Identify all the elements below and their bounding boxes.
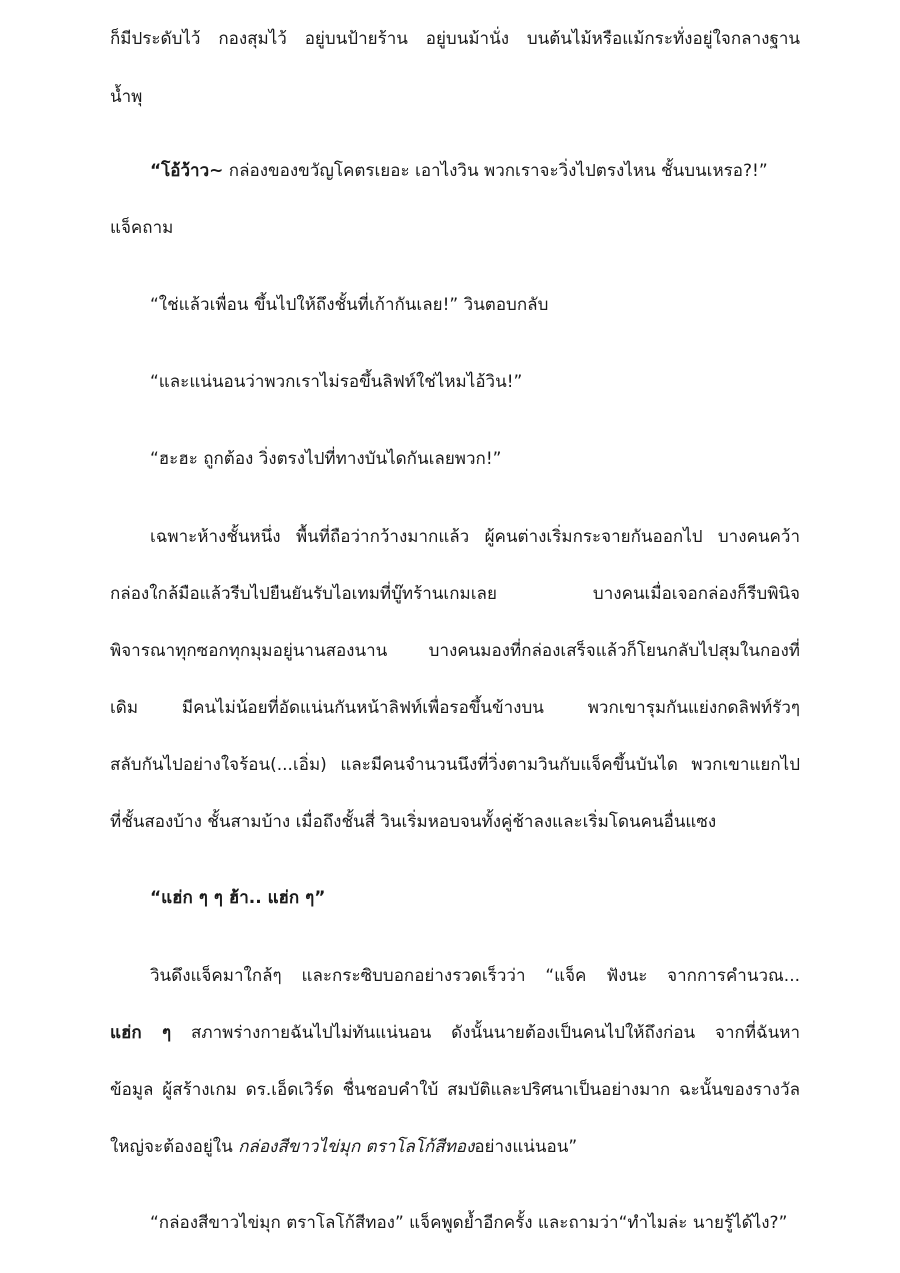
dialogue-text: กล่องของขวัญโคตรเยอะ เอาไงวิน พวกเราจะวิ่งไปตรงไหน ชั้นบนเหรอ?!” (223, 161, 768, 181)
dialogue-line: “ใช่แล้วเพื่อน ขึ้นไปให้ถึงชั้นที่เก้ากันเลย!” วินตอบกลับ (150, 295, 549, 315)
body-text-line (110, 1020, 800, 1046)
body-text: สภาพร่างกายฉันไปไม่ทันแน่นอน ดังนั้นนายต้องเป็นคนไปให้ถึงก่อน จากที่ฉันหา (171, 1023, 800, 1043)
body-text-line: น้ำพุ (110, 87, 143, 107)
body-text-line: แจ็คถาม (110, 218, 174, 238)
dialogue-line: “และแน่นอนว่าพวกเราไม่รอขึ้นลิฟท์ใช่ไหมไอ้วิน!” (150, 372, 523, 392)
emphasis-text: แฮ่ก ๆ (110, 1023, 172, 1043)
body-text: ใหญ่จะต้องอยู่ใน (110, 1137, 239, 1157)
body-text-line: สลับกันไปอย่างใจร้อน(...เอิ่ม) และมีคนจำนวนนึงที่วิ่งตามวินกับแจ็คขึ้นบันได พวกเขาแยกไป (110, 755, 800, 775)
dialogue-line: “แฮ่ก ๆ ๆ ฮ้า.. แฮ่ก ๆ” (150, 888, 326, 908)
italic-text: กล่องสีขาวไข่มุก ตราโลโก้สีทอง (238, 1137, 475, 1157)
body-text-line: ข้อมูล ผู้สร้างเกม ดร.เอ็ดเวิร์ด ชื่นชอบคำใบ้ สมบัติและปริศนาเป็นอย่างมาก ฉะนั้นของรางวัล (110, 1080, 800, 1100)
body-text: อย่างแน่นอน” (474, 1137, 578, 1157)
body-text-line: ก็มีประดับไว้ กองสุมไว้ อยู่บนป้ายร้าน อยู่บนม้านั่ง บนต้นไม้หรือแม้กระทั่งอยู่ใจกลางฐาน (110, 29, 800, 49)
body-text-line: เฉพาะห้างชั้นหนึ่ง พื้นที่ถือว่ากว้างมากแล้ว ผู้คนต่างเริ่มกระจายกันออกไป บางคนคว้า (150, 527, 800, 547)
dialogue-line: “กล่องสีขาวไข่มุก ตราโลโก้สีทอง” แจ็คพูดย้ำอีกครั้ง และถามว่า“ทำไมล่ะ นายรู้ได้ไง?” (150, 1213, 788, 1233)
body-text-line: ที่ชั้นสองบ้าง ชั้นสามบ้าง เมื่อถึงชั้นสี่ วินเริ่มหอบจนทั้งคู่ช้าลงและเริ่มโดนคนอื่นแซง (110, 812, 717, 832)
dialogue-line: “ฮะฮะ ถูกต้อง วิ่งตรงไปที่ทางบันไดกันเลยพวก!” (150, 449, 502, 469)
body-text-line: เดิม มีคนไม่น้อยที่อัดแน่นกันหน้าลิฟท์เพื่อรอขึ้นข้างบน พวกเขารุมกันแย่งกดลิฟท์รัวๆ (110, 698, 800, 718)
body-text-line (110, 1134, 800, 1160)
body-text-line: พิจารณาทุกซอกทุกมุมอยู่นานสองนาน บางคนมองที่กล่องเสร็จแล้วก็โยนกลับไปสุมในกองที่ (110, 641, 800, 661)
body-text-line: กล่องใกล้มือแล้วรีบไปยืนยันรับไอเทมที่บู๊ทร้านเกมเลย บางคนเมื่อเจอกล่องก็รีบพินิจ (110, 584, 800, 604)
emphasis-text: “โอ้ว้าว~ (150, 161, 224, 181)
body-text-line: วินดึงแจ็คมาใกล้ๆ และกระซิบบอกอย่างรวดเร็วว่า “แจ็ค ฟังนะ จากการคำนวณ... (150, 966, 800, 986)
dialogue-line (150, 158, 800, 184)
